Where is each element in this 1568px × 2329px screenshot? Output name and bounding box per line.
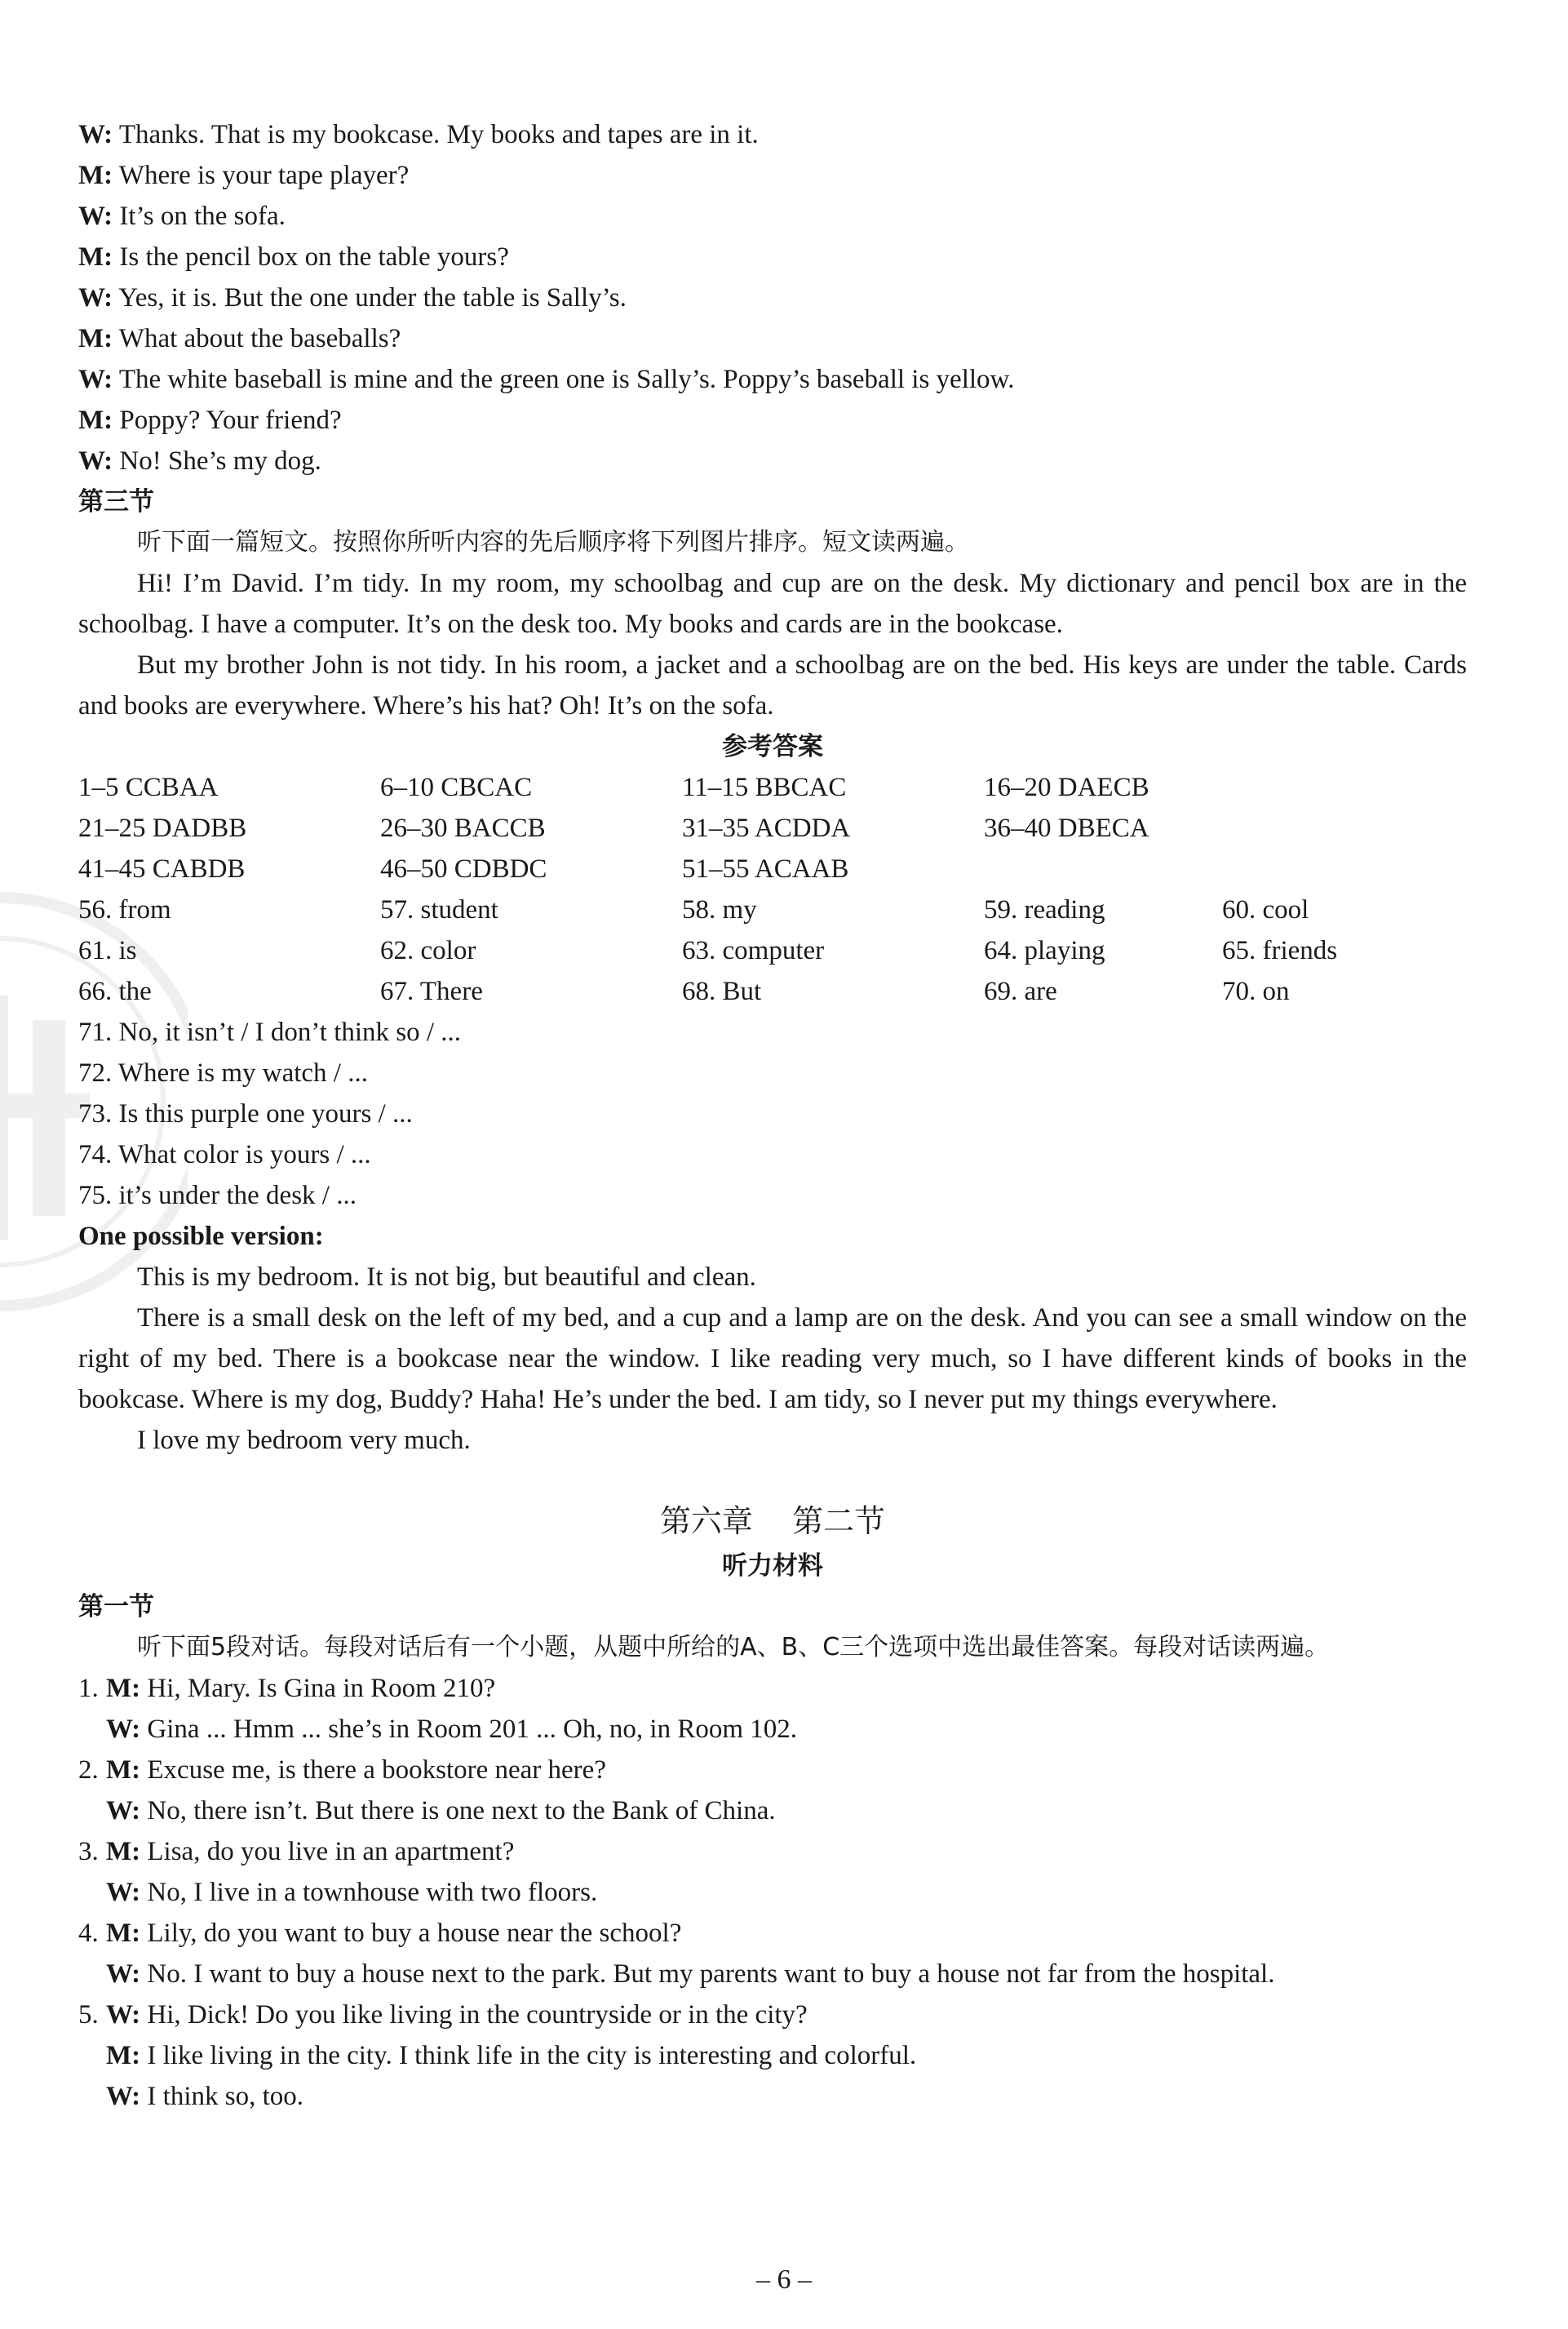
answer-cell: 21–25 DADBB [78,814,247,843]
dialogue-line [78,400,1467,441]
question-item [78,1913,1467,1994]
dialogue-line [78,318,1467,359]
speaker: W: [78,283,113,313]
question-list [78,1668,1467,2117]
utterance: The white baseball is mine and the green one is Sally’s. Poppy’s baseball is yellow. [113,365,1015,394]
speaker: M: [78,324,113,353]
answer-cell [984,849,1222,889]
utterance: Thanks. That is my bookcase. My books and tapes are in it. [113,120,759,149]
speaker: W: [106,1796,141,1825]
answer-cell: 16–20 DAECB [984,773,1149,802]
speaker: W: [106,2000,141,2030]
answer-cell: 70. on [1222,977,1290,1006]
answer-cell: 51–55 ACAAB [682,854,849,884]
section-instruction: 听下面5段对话。每段对话后有一个小题，从题中所给的A、B、C三个选项中选出最佳答案。每段对话读两遍。 [137,1633,1330,1661]
speaker: W: [106,1878,141,1907]
utterance: It’s on the sofa. [113,202,286,231]
dialogue-block [78,114,1467,481]
utterance: Where is your tape player? [113,161,410,190]
utterance: Gina ... Hmm ... she’s in Room 201 ... Oh, no, in Room 102. [140,1715,798,1744]
dialogue-line [78,441,1467,481]
answer-cell: 63. computer [682,936,825,965]
essay-paragraph: I love my bedroom very much. [137,1426,471,1455]
speaker: W: [78,202,113,231]
passage-paragraph: But my brother John is not tidy. In his room, a jacket and a schoolbag are on the bed. His keys are under the table. Cards and books are everywhere. Where’s his hat? Oh! It’s on the sofa. [78,650,1467,721]
speaker: M: [106,2041,141,2070]
answer-line: 71. No, it isn’t / I don’t think so / ... [78,1018,462,1047]
answer-cell: 36–40 DBECA [984,814,1149,843]
section-heading: 第一节 [78,1592,154,1621]
utterance: No, there isn’t. But there is one next to the Bank of China. [140,1796,776,1825]
utterance: Lily, do you want to buy a house near the school? [140,1919,682,1948]
passage-paragraph: Hi! I’m David. I’m tidy. In my room, my schoolbag and cup are on the desk. My dictionary and pencil box are in the schoolbag. I have a computer. It’s on the desk too. My books and cards are in the bookcase. [78,569,1467,639]
answer-cell: 67. There [380,977,483,1006]
utterance: Is the pencil box on the table yours? [113,242,509,272]
answer-cell: 46–50 CDBDC [380,854,547,884]
utterance: No. I want to buy a house next to the park. But my parents want to buy a house not far from the hospital. [140,1959,1275,1989]
utterance: Hi, Mary. Is Gina in Room 210? [140,1674,496,1703]
question-number: 3. [78,1837,99,1866]
utterance: Yes, it is. But the one under the table is Sally’s. [113,283,627,313]
utterance: Poppy? Your friend? [113,406,342,435]
answer-cell: 62. color [380,936,476,965]
chapter-title: 第六章 第二节 [659,1503,886,1539]
utterance: What about the baseballs? [113,324,401,353]
speaker: W: [106,1715,141,1744]
utterance: Excuse me, is there a bookstore near here? [140,1755,606,1785]
section-instruction: 听下面一篇短文。按照你所听内容的先后顺序将下列图片排序。短文读两遍。 [137,528,969,557]
question-item [78,1750,1467,1831]
utterance: Lisa, do you live in an apartment? [140,1837,515,1866]
dialogue-line [78,114,1467,155]
essay-paragraph: There is a small desk on the left of my bed, and a cup and a lamp are on the desk. And you can see a small window on the right of my bed. There is a bookcase near the window. I like reading very much, so I have different kinds of books in the bookcase. Where is my dog, Buddy? Haha! He’s under the bed. I am tidy, so I never put my things everywhere. [78,1303,1467,1414]
answer-cell: 64. playing [984,936,1105,965]
answer-cell: 60. cool [1222,895,1309,925]
answer-line: 74. What color is yours / ... [78,1140,371,1169]
answer-grid [78,767,1467,1012]
speaker: W: [78,365,113,394]
answer-cell: 66. the [78,977,152,1006]
answers-heading: 参考答案 [722,732,823,761]
answer-cell: 1–5 CCBAA [78,773,219,802]
speaker: W: [106,2082,141,2111]
answer-cell [1222,849,1467,889]
speaker: M: [78,242,113,272]
page-number: – 6 – [756,2265,812,2295]
answer-cell: 26–30 BACCB [380,814,546,843]
question-item [78,1994,1467,2117]
utterance: I like living in the city. I think life in the city is interesting and colorful. [140,2041,917,2070]
answer-cell: 65. friends [1222,936,1338,965]
dialogue-line [78,359,1467,400]
answer-cell: 68. But [682,977,762,1006]
speaker: M: [78,161,113,190]
question-number: 5. [78,2000,99,2030]
answer-line: 73. Is this purple one yours / ... [78,1099,413,1129]
answer-cell: 61. is [78,936,137,965]
answer-cell: 41–45 CABDB [78,854,246,884]
speaker: M: [106,1674,141,1703]
answer-line: 75. it’s under the desk / ... [78,1181,357,1210]
version-label: One possible version: [78,1222,324,1251]
answer-cell [1222,767,1467,808]
answer-cell: 59. reading [984,895,1105,925]
question-number: 1. [78,1674,99,1703]
answer-cell: 11–15 BBCAC [682,773,847,802]
speaker: M: [106,1919,141,1948]
answer-cell: 69. are [984,977,1057,1006]
dialogue-line [78,277,1467,318]
dialogue-line [78,237,1467,277]
utterance: No, I live in a townhouse with two floors. [140,1878,598,1907]
question-number: 2. [78,1755,99,1785]
document-page [78,114,1467,2117]
question-number: 4. [78,1919,99,1948]
section-heading: 第三节 [78,487,154,517]
question-item [78,1668,1467,1750]
speaker: W: [78,446,113,476]
answer-cell: 57. student [380,895,498,925]
speaker: M: [78,406,113,435]
answer-cell [1222,808,1467,849]
speaker: W: [106,1959,141,1989]
answer-cell: 31–35 ACDDA [682,814,851,843]
utterance: I think so, too. [140,2082,304,2111]
essay-paragraph: This is my bedroom. It is not big, but beautiful and clean. [137,1262,756,1292]
speaker: M: [106,1755,141,1785]
answer-cell: 6–10 CBCAC [380,773,533,802]
dialogue-line [78,196,1467,237]
answer-cell: 58. my [682,895,757,925]
answer-cell: 56. from [78,895,171,925]
dialogue-line [78,155,1467,196]
speaker: W: [78,120,113,149]
speaker: M: [106,1837,141,1866]
chapter-subtitle: 听力材料 [722,1551,823,1581]
answer-line: 72. Where is my watch / ... [78,1058,368,1088]
utterance: Hi, Dick! Do you like living in the countryside or in the city? [140,2000,808,2030]
question-item [78,1831,1467,1913]
utterance: No! She’s my dog. [113,446,321,476]
